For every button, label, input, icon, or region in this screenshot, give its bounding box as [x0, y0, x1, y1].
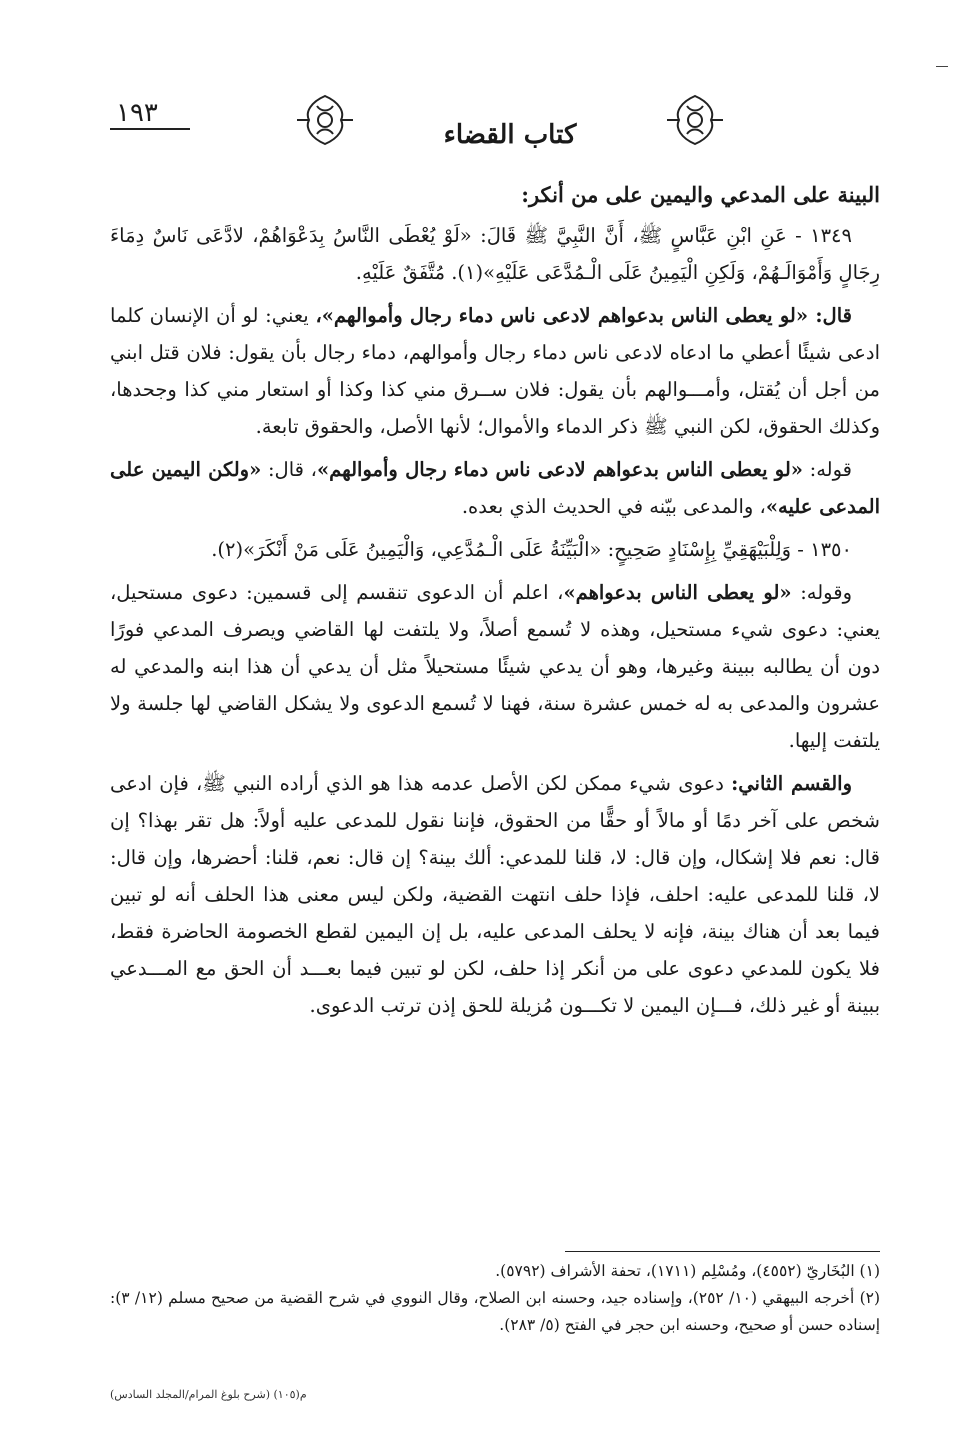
commentary-paragraph-2 — [110, 451, 880, 525]
commentary-text: ، اعلم أن الدعوى تنقسم إلى قسمين: دعوى مستحيل، يعني: دعوى شيء مستحيل، وهذه لا تُسمع أصلاً، ولا يلتفت لها القاضي ويصرف المدعي فورًا دون أن يطالبه ببينة وغيرها، وهو أن يدعي شيئًا مستحيلاً مثل أن يدعي أن هذا ابنه والمدعي له عشرون والمدعى به له خمس عشرة سنة، فهنا لا تُسمع الدعوى ولا يشكل القاضي لها جلسة ولا يلتفت إليها. — [110, 581, 880, 752]
commentary-text: يعني: لو أن الإنسان كلما ادعى شيئًا أعطي ما ادعاه لادعى ناس دماء رجال وأموالهم، دماء رجال بأن يقول: فلان قتل ابني من أجل أن يُقتل، وأمـــوالهم بأن يقول: فلان ســرق مني كذا وكذا أو استعار مني كذا وجحدها، وكذلك الحقوق، لكن النبي ﷺ ذكر الدماء والأموال؛ لأنها الأصل، والحقوق تابعة. — [110, 304, 880, 438]
quoted-hadith-text: قال: «لو يعطى الناس بدعواهم لادعى ناس دماء رجال وأموالهم»، — [315, 304, 852, 327]
quoted-hadith-text: «ولكن اليمين على المدعى عليه» — [110, 458, 880, 518]
commentary-text: ، قال: — [261, 458, 317, 481]
book-title: كتاب القضاء — [443, 120, 577, 150]
quoted-hadith-text: «لو يعطى الناس بدعواهم» — [563, 581, 792, 604]
header-rule — [110, 128, 190, 130]
commentary-paragraph-1 — [110, 297, 880, 445]
commentary-paragraph-4 — [110, 765, 880, 1024]
footnote-2: (٢) أخرجه البيهقي (١٠/ ٢٥٢)، وإسناده جيد، وحسنه ابن الصلاح، وقال النووي في شرح القضية من صحيح مسلم (١٢/ ٣): إسناده حسن أو صحيح، وحسنه ابن حجر في الفتح (٥/ ٢٨٣). — [110, 1289, 881, 1334]
quoted-hadith-text: «لو يعطى الناس بدعواهم لادعى ناس دماء رجال وأموالهم» — [316, 458, 803, 481]
commentary-text: ، والمدعى بيّنه في الحديث الذي بعده. — [461, 495, 766, 518]
footnote-1: (١) البُخَاريّ (٤٥٥٢)، ومُسْلِم (١٧١١)، تحفة الأشراف (٥٧٩٢). — [495, 1262, 880, 1280]
commentary-paragraph-3 — [110, 574, 880, 759]
subsection-lead: والقسم الثاني: — [731, 772, 852, 795]
left-ornament-icon — [295, 92, 355, 148]
commentary-text: قوله: — [802, 458, 853, 481]
commentary-text: وقوله: — [791, 581, 852, 604]
corner-mark — [936, 66, 948, 67]
page-header — [110, 92, 880, 162]
commentary-text: دعوى شيء ممكن لكن الأصل عدمه هذا هو الذي أراده النبي ﷺ، فإن ادعى شخص على آخر دمًا أو مالاً أو حقًّا من الحقوق، فإننا نقول للمدعى عليه أولاً: هل تقر بهذا؟ إن قال: نعم فلا إشكال، وإن قال: لا، قلنا للمدعي: ألك بينة؟ إن قال: نعم، قلنا: أحضرها، وإن قال: لا، قلنا للمدعى عليه: احلف، فإذا حلف انتهت القضية، ولكن ليس معنى هذا الحلف أنه لو تبين فيما بعد أن هناك بينة، فإنه لا يحلف المدعى عليه، بل إن اليمين لقطع الخصومة الحاضرة فقط، فلا يكون للمدعي دعوى على من أنكر إذا حلف، لكن لو تبين فيما بعـــد أن الحق مع المـــدعي ببينة أو غير ذلك، فـــإن اليمين لا تكـــون مُزيلة للحق إذن ترتب الدعوى. — [110, 772, 880, 1017]
page-number: ١٩٣ — [116, 98, 158, 128]
footnotes — [110, 1258, 880, 1339]
edition-mark: م(١٠٥) (شرح بلوغ المرام/المجلد السادس) — [110, 1388, 307, 1401]
hadith-1349: ١٣٤٩ - عَنِ ابْنِ عَبَّاسٍ ﷺ، أَنَّ النَّبِيَّ ﷺ قَالَ: «لَوْ يُعْطَى النَّاسُ بِدَعْوَاهُمْ، لادَّعَى نَاسٌ دِمَاءَ رِجَالٍ وَأَمْوَالَـهُمْ، وَلَكِنِ الْيَمِينُ عَلَى الْـمُدَّعَى عَلَيْهِ»(١). مُتَّفَقٌ عَلَيْهِ. — [110, 224, 880, 284]
footnote-rule — [565, 1251, 880, 1252]
section-heading: البينة على المدعي واليمين على من أنكر: — [521, 182, 880, 207]
hadith-1350: ١٣٥٠ - وَلِلْبَيْهَقِيِّ بِإِسْنَادٍ صَحِيحٍ: «الْبَيِّنَةُ عَلَى الْـمُدَّعِي، وَالْيَمِينُ عَلَى مَنْ أَنْكَرَ»(٢). — [211, 538, 852, 561]
main-text — [110, 176, 880, 1030]
right-ornament-icon — [665, 92, 725, 148]
